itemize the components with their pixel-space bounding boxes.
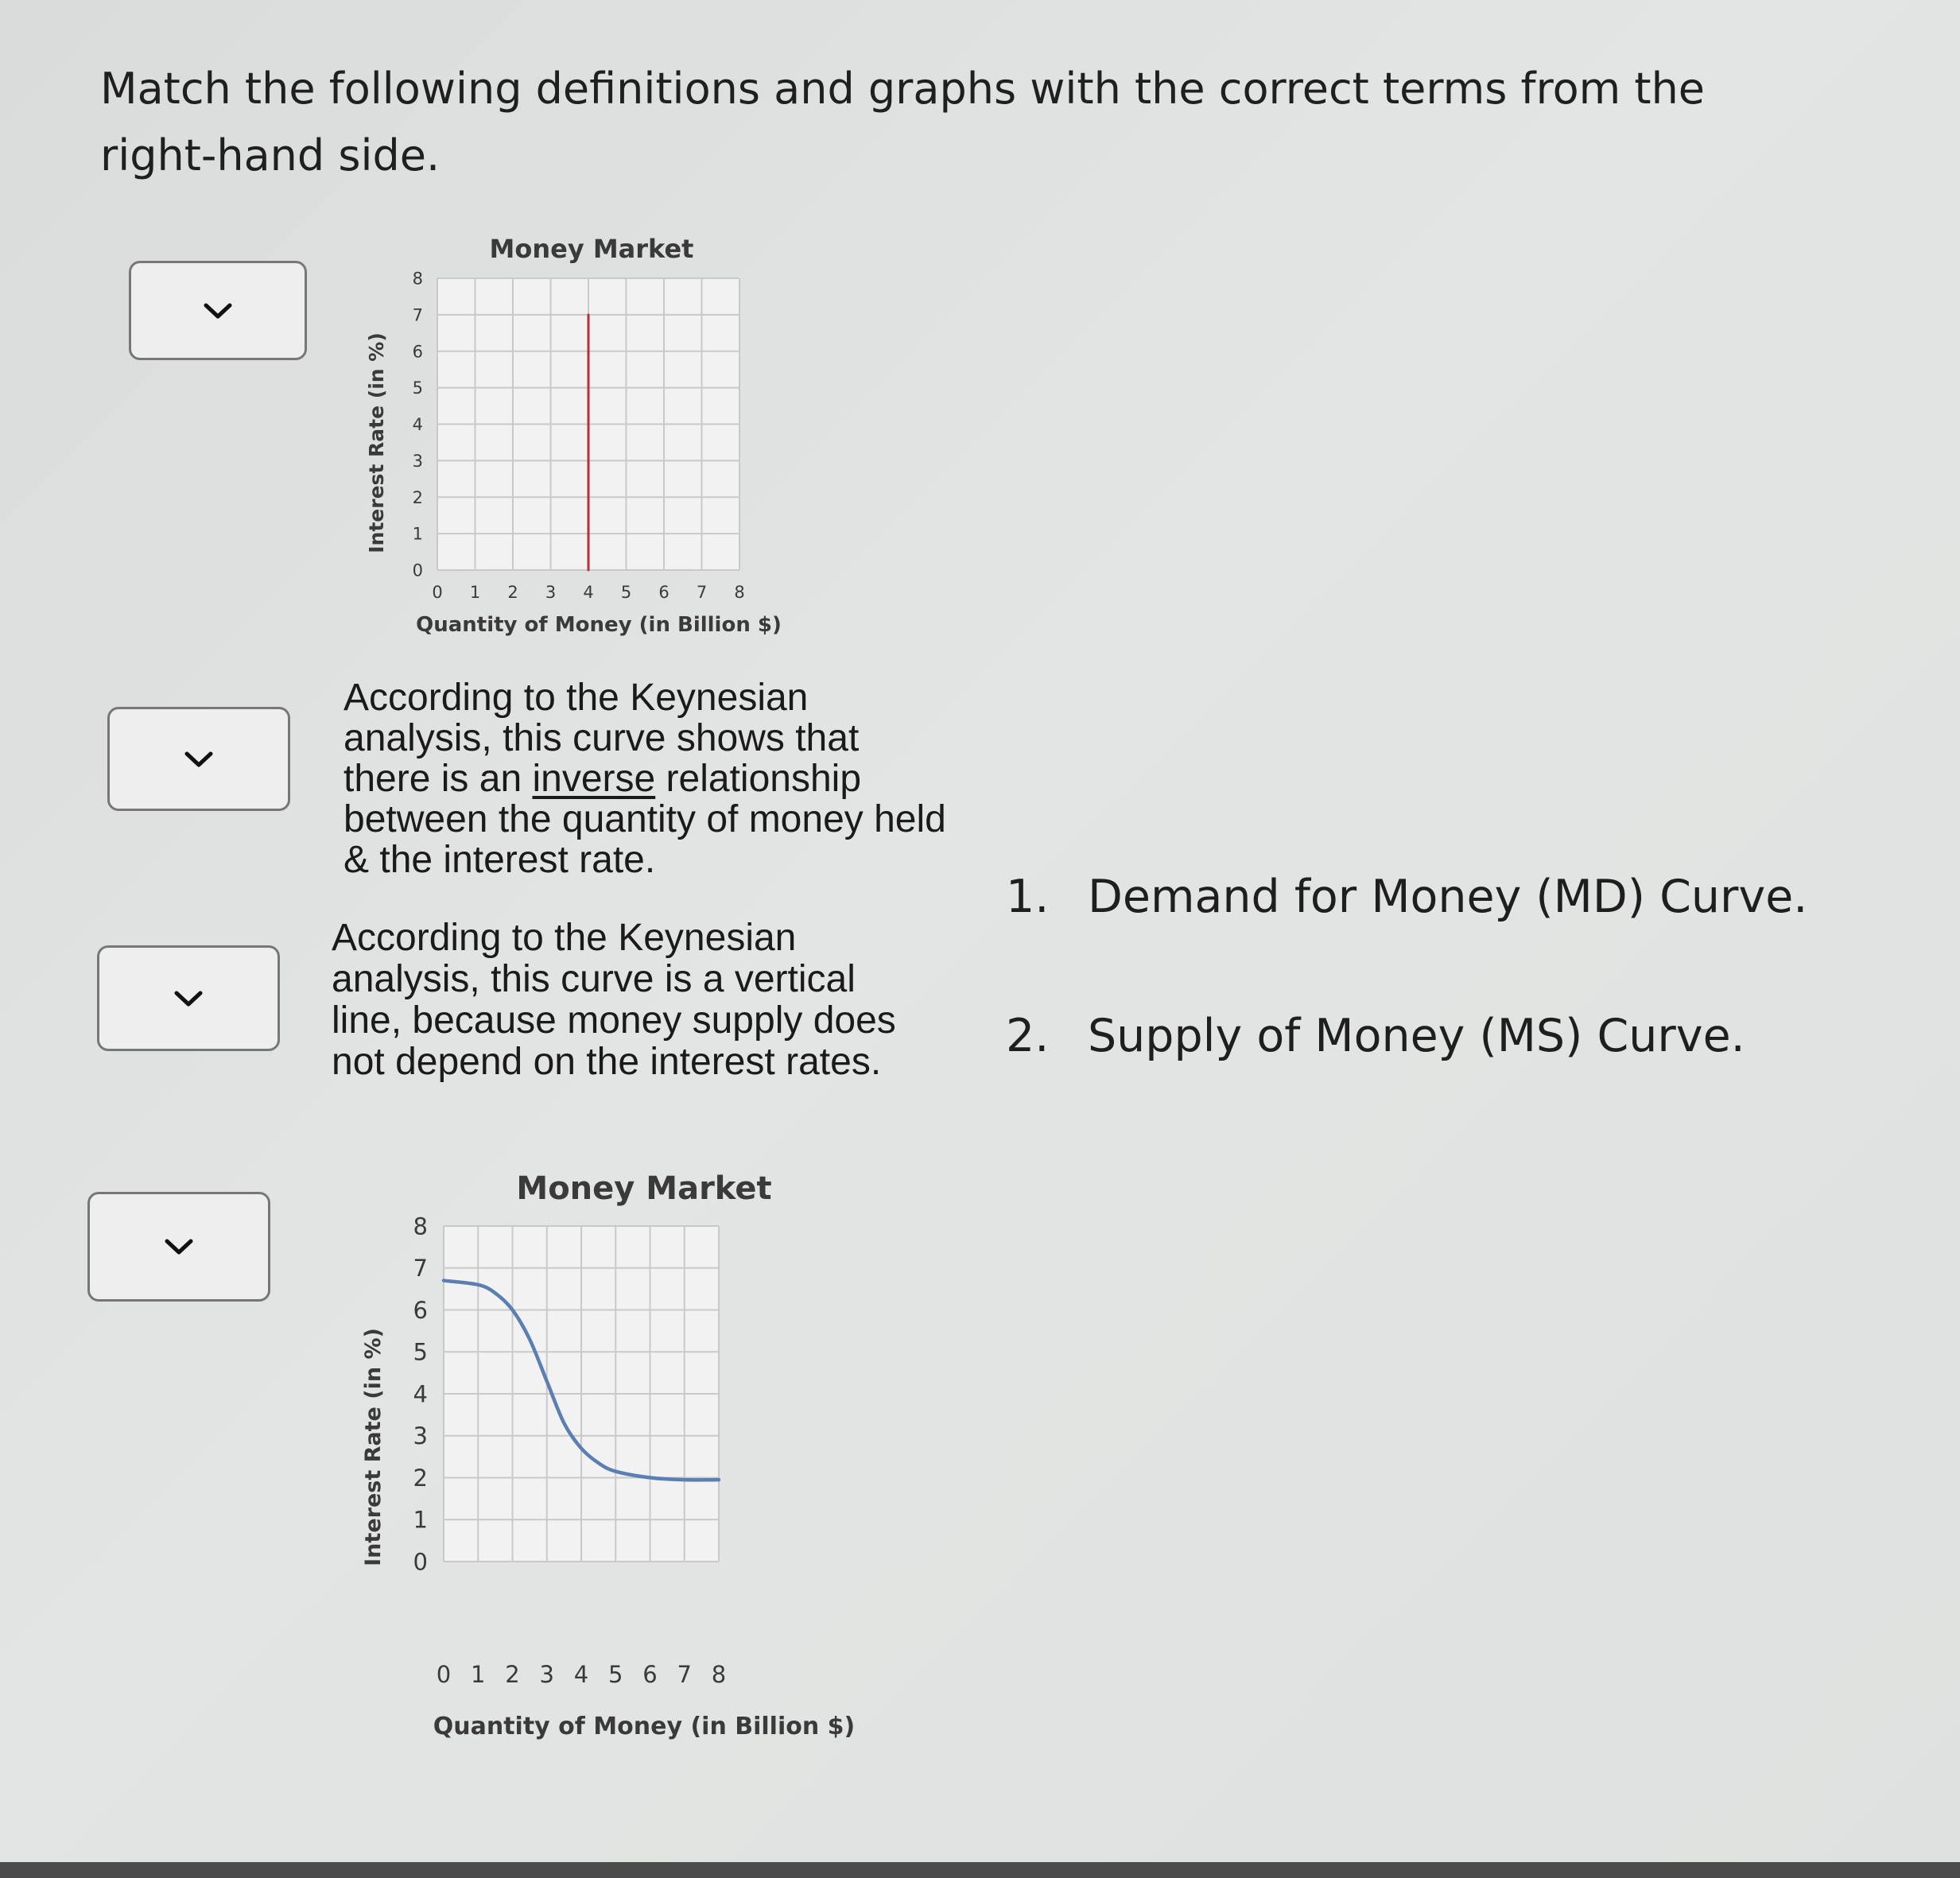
definition-text-after: relationship between the quantity of money held & the interest rate. bbox=[343, 758, 946, 881]
question-instructions: Match the following definitions and graphs with the correct terms from the right-hand side. bbox=[100, 64, 1706, 180]
y-tick-label: 8 bbox=[412, 269, 423, 289]
match-dropdown-3[interactable] bbox=[97, 945, 280, 1051]
y-tick-label: 5 bbox=[412, 378, 423, 398]
term-item-1 bbox=[1006, 871, 1807, 1010]
term-number: 2. bbox=[1006, 1010, 1050, 1062]
term-label: Demand for Money (MD) Curve. bbox=[1088, 871, 1808, 923]
x-tick-label: 5 bbox=[608, 1661, 623, 1688]
chevron-down-icon bbox=[183, 750, 215, 769]
x-tick-label: 6 bbox=[658, 583, 670, 602]
chart-x-axis-label: Quantity of Money (in Billion $) bbox=[416, 613, 782, 637]
y-tick-label: 4 bbox=[412, 415, 423, 435]
x-tick-label: 2 bbox=[505, 1661, 520, 1688]
term-number: 1. bbox=[1006, 871, 1050, 923]
term-label: Supply of Money (MS) Curve. bbox=[1088, 1010, 1745, 1062]
x-tick-label: 8 bbox=[734, 583, 745, 602]
x-tick-label: 7 bbox=[696, 583, 708, 602]
y-tick-label: 0 bbox=[413, 1548, 428, 1576]
y-tick-label: 8 bbox=[413, 1213, 428, 1240]
chevron-down-icon bbox=[163, 1237, 195, 1256]
y-tick-label: 7 bbox=[412, 305, 423, 325]
y-tick-label: 6 bbox=[413, 1296, 428, 1324]
definition-text-before: According to the Keynesian analysis, this curve shows that there is an bbox=[343, 677, 860, 800]
definition-emphasis: inverse bbox=[532, 758, 656, 800]
x-tick-label: 4 bbox=[583, 583, 594, 602]
x-tick-label: 8 bbox=[711, 1661, 727, 1688]
chart-x-axis-label: Quantity of Money (in Billion $) bbox=[433, 1713, 856, 1740]
definition-inverse-relationship bbox=[343, 677, 948, 880]
y-tick-label: 3 bbox=[413, 1422, 428, 1450]
y-tick-label: 2 bbox=[413, 1464, 428, 1492]
x-tick-label: 5 bbox=[620, 583, 632, 602]
x-tick-label: 6 bbox=[642, 1661, 658, 1688]
y-tick-label: 5 bbox=[413, 1338, 428, 1366]
chevron-down-icon bbox=[202, 301, 234, 320]
match-dropdown-2[interactable] bbox=[107, 707, 290, 811]
y-tick-label: 3 bbox=[412, 451, 423, 471]
chart-y-axis-label: Interest Rate (in %) bbox=[365, 332, 388, 553]
y-tick-label: 7 bbox=[413, 1255, 428, 1282]
x-tick-label: 1 bbox=[469, 583, 481, 602]
y-tick-label: 1 bbox=[413, 1506, 428, 1534]
term-item-2 bbox=[1006, 1010, 1807, 1149]
x-tick-label: 3 bbox=[545, 583, 557, 602]
y-tick-label: 2 bbox=[412, 487, 423, 507]
terms-list bbox=[1006, 871, 1807, 1149]
chart-title: Money Market bbox=[516, 1170, 772, 1207]
x-tick-label: 7 bbox=[677, 1661, 692, 1688]
x-tick-label: 1 bbox=[471, 1661, 486, 1688]
money-demand-chart bbox=[350, 1161, 906, 1749]
y-tick-label: 1 bbox=[412, 524, 423, 544]
chart-y-axis-label: Interest Rate (in %) bbox=[361, 1328, 386, 1566]
chart-title: Money Market bbox=[489, 234, 694, 264]
y-tick-label: 6 bbox=[412, 342, 423, 362]
y-tick-label: 4 bbox=[413, 1380, 428, 1408]
match-dropdown-4[interactable] bbox=[87, 1192, 270, 1302]
match-dropdown-1[interactable] bbox=[129, 261, 307, 360]
x-tick-label: 2 bbox=[507, 583, 518, 602]
y-tick-label: 0 bbox=[412, 561, 423, 580]
x-tick-label: 4 bbox=[573, 1661, 589, 1688]
money-supply-chart bbox=[350, 223, 782, 652]
chevron-down-icon bbox=[173, 989, 204, 1008]
x-tick-label: 3 bbox=[539, 1661, 554, 1688]
definition-vertical-line: According to the Keynesian analysis, this curve is a vertical line, because money supply does not depend on the interest rates. bbox=[332, 917, 896, 1083]
x-tick-label: 0 bbox=[432, 583, 443, 602]
x-tick-label: 0 bbox=[436, 1661, 452, 1688]
screen-bottom-edge bbox=[0, 1862, 1960, 1878]
